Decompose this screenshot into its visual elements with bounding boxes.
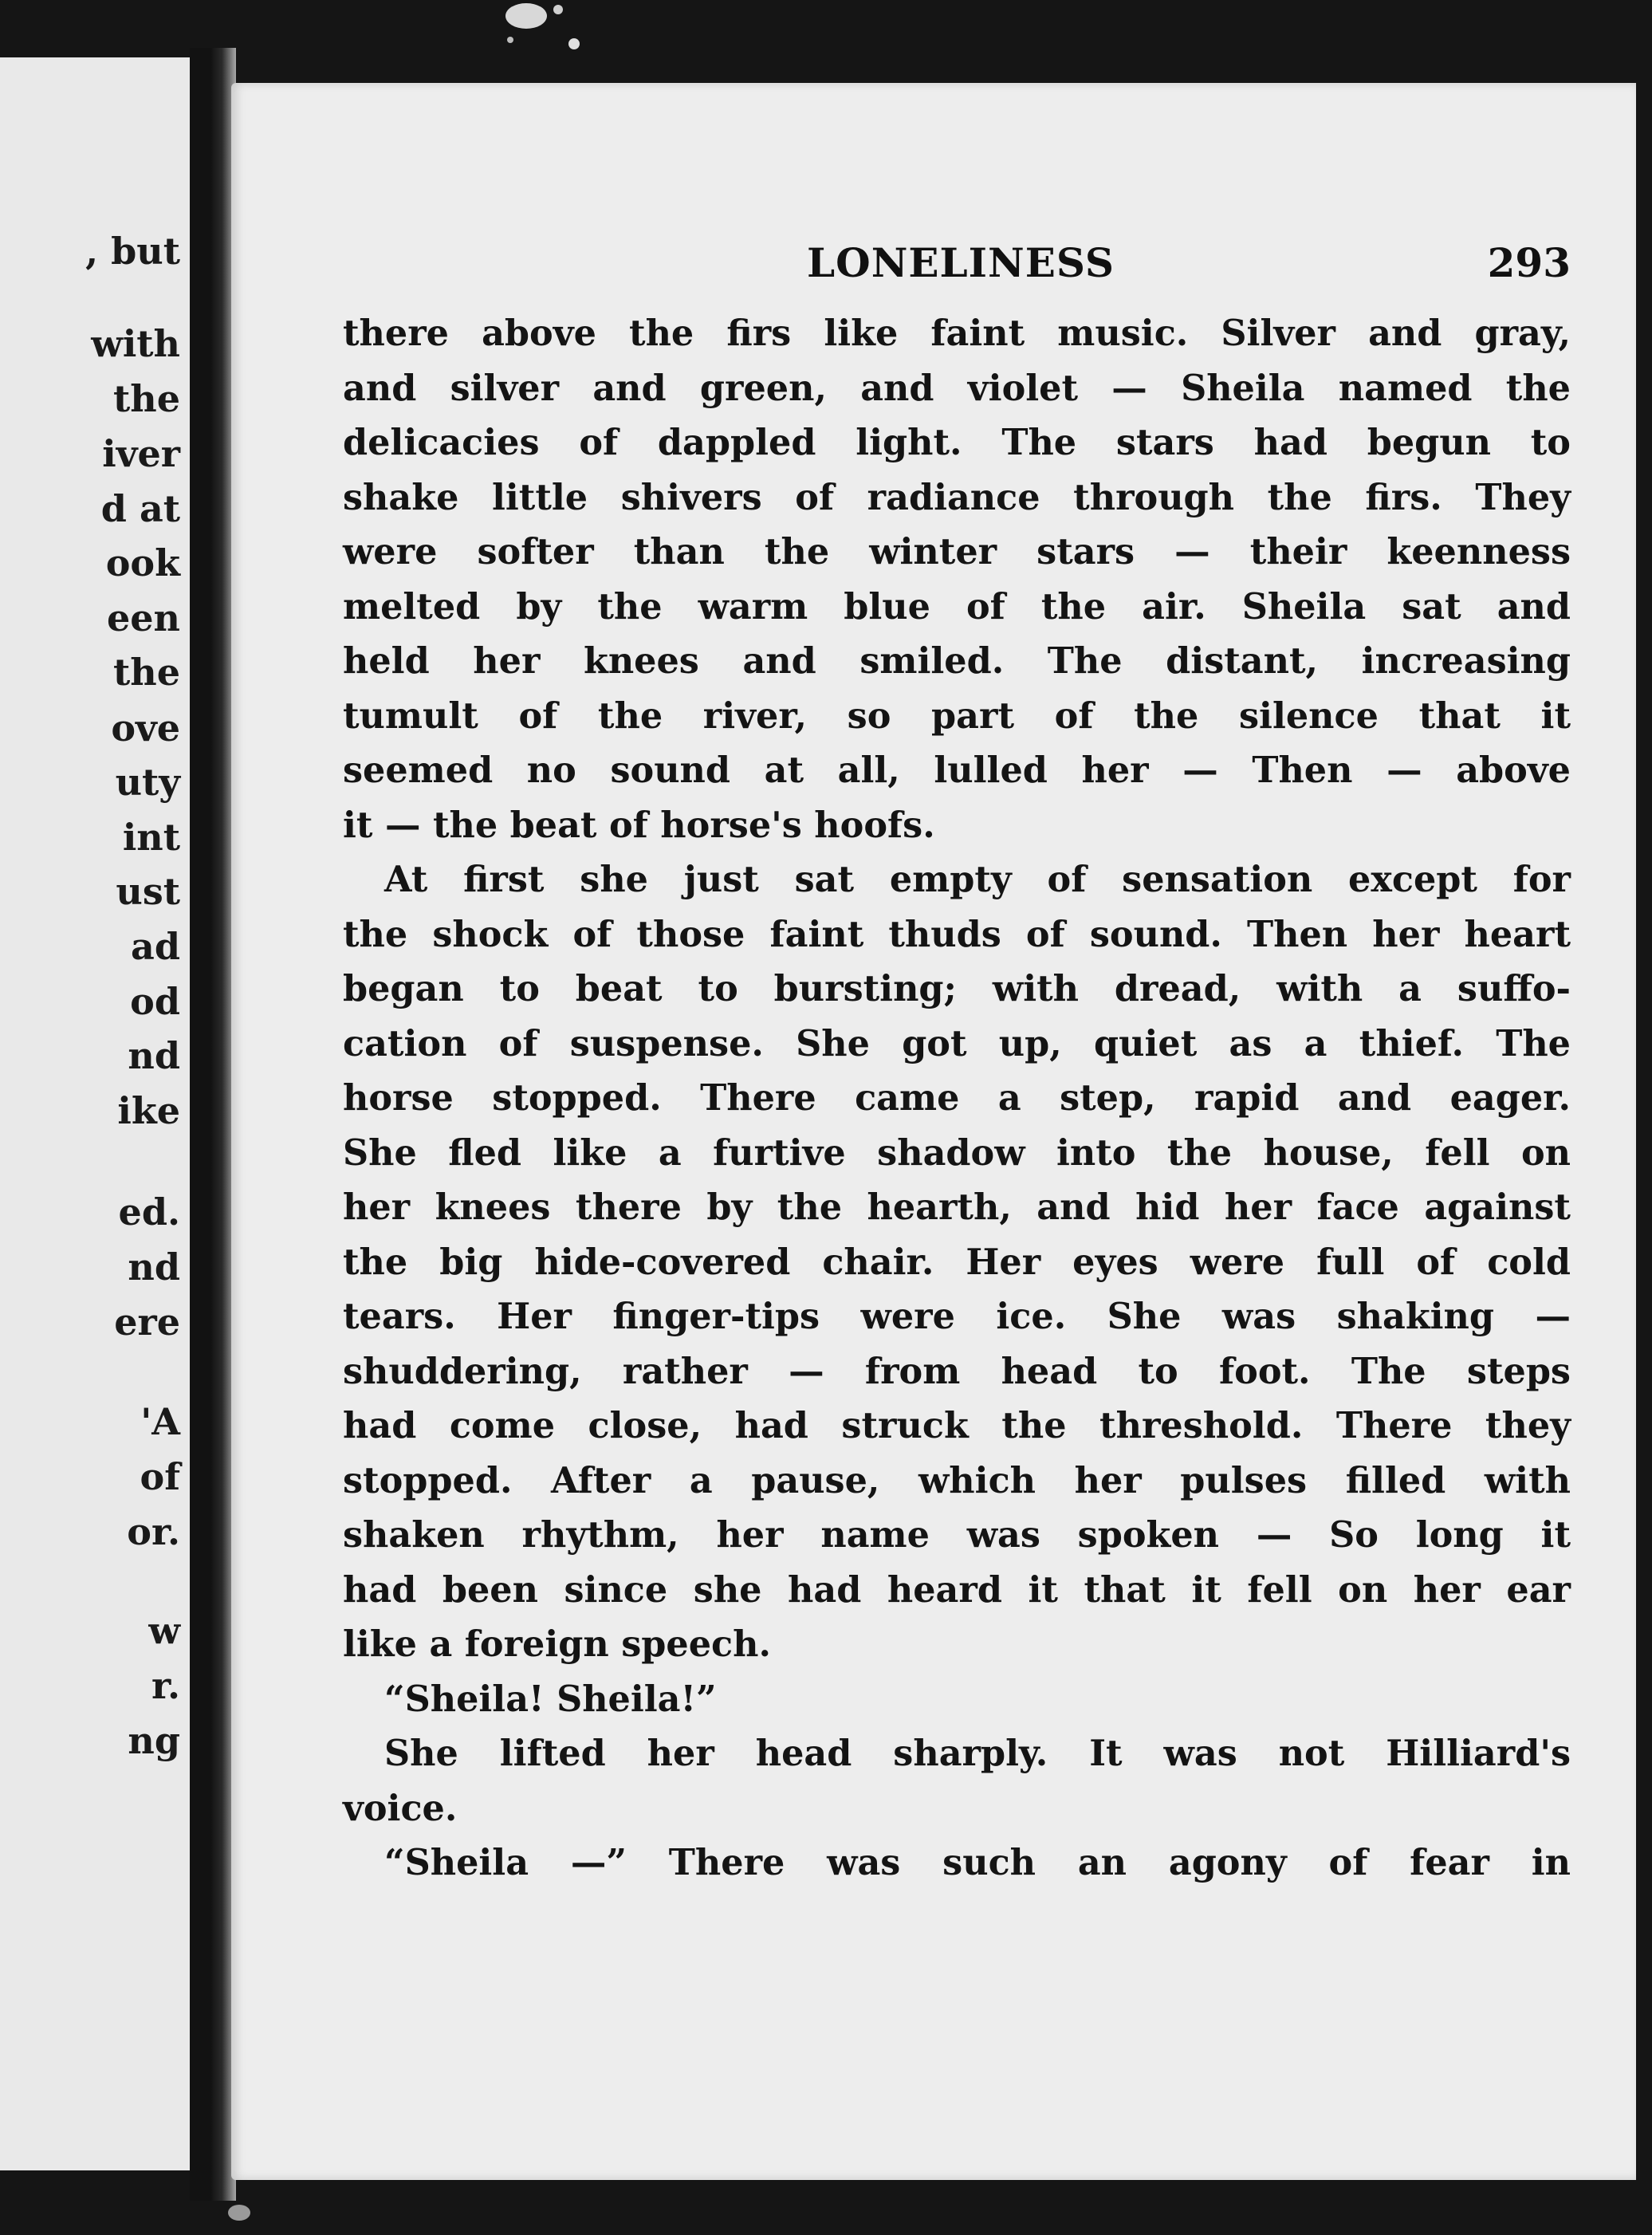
text-line: shaken rhythm, her name was spoken — So long it	[343, 1514, 1571, 1556]
text-line: the big hide-covered chair. Her eyes were full of cold	[343, 1241, 1571, 1283]
scan-debris-bottom	[223, 2201, 255, 2225]
left-page-fragment: ed.	[118, 1190, 180, 1234]
left-page-fragment: od	[130, 980, 180, 1023]
page-number: 293	[1487, 239, 1571, 286]
text-line: shake little shivers of radiance through the firs. They	[343, 476, 1571, 518]
left-page-fragment: nd	[128, 1245, 180, 1289]
text-line: She lifted her head sharply. It was not Hilliard's	[384, 1733, 1571, 1774]
text-line: were softer than the winter stars — their keenness	[343, 531, 1571, 573]
text-line: She fled like a furtive shadow into the house, fell on	[343, 1131, 1571, 1174]
text-line: “Sheila! Sheila!”	[384, 1678, 717, 1720]
left-page-fragment: with	[91, 322, 180, 365]
right-page	[231, 83, 1636, 2180]
left-facing-page	[0, 57, 190, 2170]
left-page-fragment: the	[113, 377, 180, 420]
text-line: stopped. After a pause, which her pulses filled with	[343, 1459, 1571, 1501]
left-page-fragment: d at	[100, 487, 180, 530]
text-line: tumult of the river, so part of the silence that it	[343, 695, 1571, 737]
left-page-fragment: int	[122, 816, 180, 859]
left-page-fragment: , but	[85, 230, 180, 273]
left-page-fragment: ere	[114, 1300, 180, 1344]
left-page-fragment: ng	[128, 1719, 180, 1762]
text-line: voice.	[343, 1787, 458, 1829]
left-page-fragment: nd	[128, 1034, 180, 1077]
left-page-fragment: iver	[102, 432, 180, 475]
text-line: shuddering, rather — from head to foot. The steps	[343, 1350, 1571, 1392]
left-page-fragment: een	[107, 596, 180, 639]
text-line: and silver and green, and violet — Sheila named the	[343, 367, 1571, 409]
left-page-fragment: ad	[131, 925, 180, 968]
text-line: had come close, had struck the threshold. There they	[343, 1405, 1571, 1446]
page-body-text	[343, 306, 1571, 1891]
text-line: “Sheila —” There was such an agony of fear in	[384, 1842, 1571, 1883]
scan-debris-top	[494, 0, 606, 56]
left-page-fragment: ust	[116, 870, 180, 913]
page-header	[351, 239, 1571, 295]
text-line: melted by the warm blue of the air. Sheila sat and	[343, 585, 1571, 628]
left-page-fragment: of	[140, 1455, 180, 1498]
book-gutter	[190, 48, 236, 2201]
left-page-fragment: 'A	[140, 1400, 180, 1443]
text-line: like a foreign speech.	[343, 1623, 771, 1665]
left-page-fragment: uty	[115, 761, 180, 804]
left-page-fragment: ook	[105, 541, 180, 584]
left-page-fragment: ike	[117, 1089, 180, 1132]
text-line: seemed no sound at all, lulled her — Then — above	[343, 750, 1571, 791]
left-page-fragment: the	[113, 651, 180, 694]
text-line: there above the firs like faint music. Silver and gray,	[343, 313, 1571, 354]
text-line: began to beat to bursting; with dread, with a suffo-	[343, 968, 1571, 1009]
left-page-fragment: or.	[127, 1510, 180, 1553]
text-line: horse stopped. There came a step, rapid and eager.	[343, 1077, 1571, 1119]
left-page-fragment: r.	[151, 1664, 180, 1707]
text-line: the shock of those faint thuds of sound. Then her heart	[343, 913, 1571, 955]
text-line: At first she just sat empty of sensation except for	[384, 859, 1571, 900]
text-line: it — the beat of horse's hoofs.	[343, 804, 935, 846]
text-line: her knees there by the hearth, and hid her face against	[343, 1186, 1571, 1228]
running-head: LONELINESS	[806, 239, 1115, 286]
text-line: delicacies of dappled light. The stars had begun to	[343, 422, 1571, 463]
text-line: had been since she had heard it that it fell on her ear	[343, 1568, 1571, 1611]
left-page-fragment: ove	[111, 706, 180, 750]
text-line: held her knees and smiled. The distant, increasing	[343, 640, 1571, 682]
left-page-fragment: w	[148, 1609, 180, 1652]
text-line: tears. Her finger-tips were ice. She was shaking —	[343, 1296, 1571, 1337]
text-line: cation of suspense. She got up, quiet as a thief. The	[343, 1022, 1571, 1064]
